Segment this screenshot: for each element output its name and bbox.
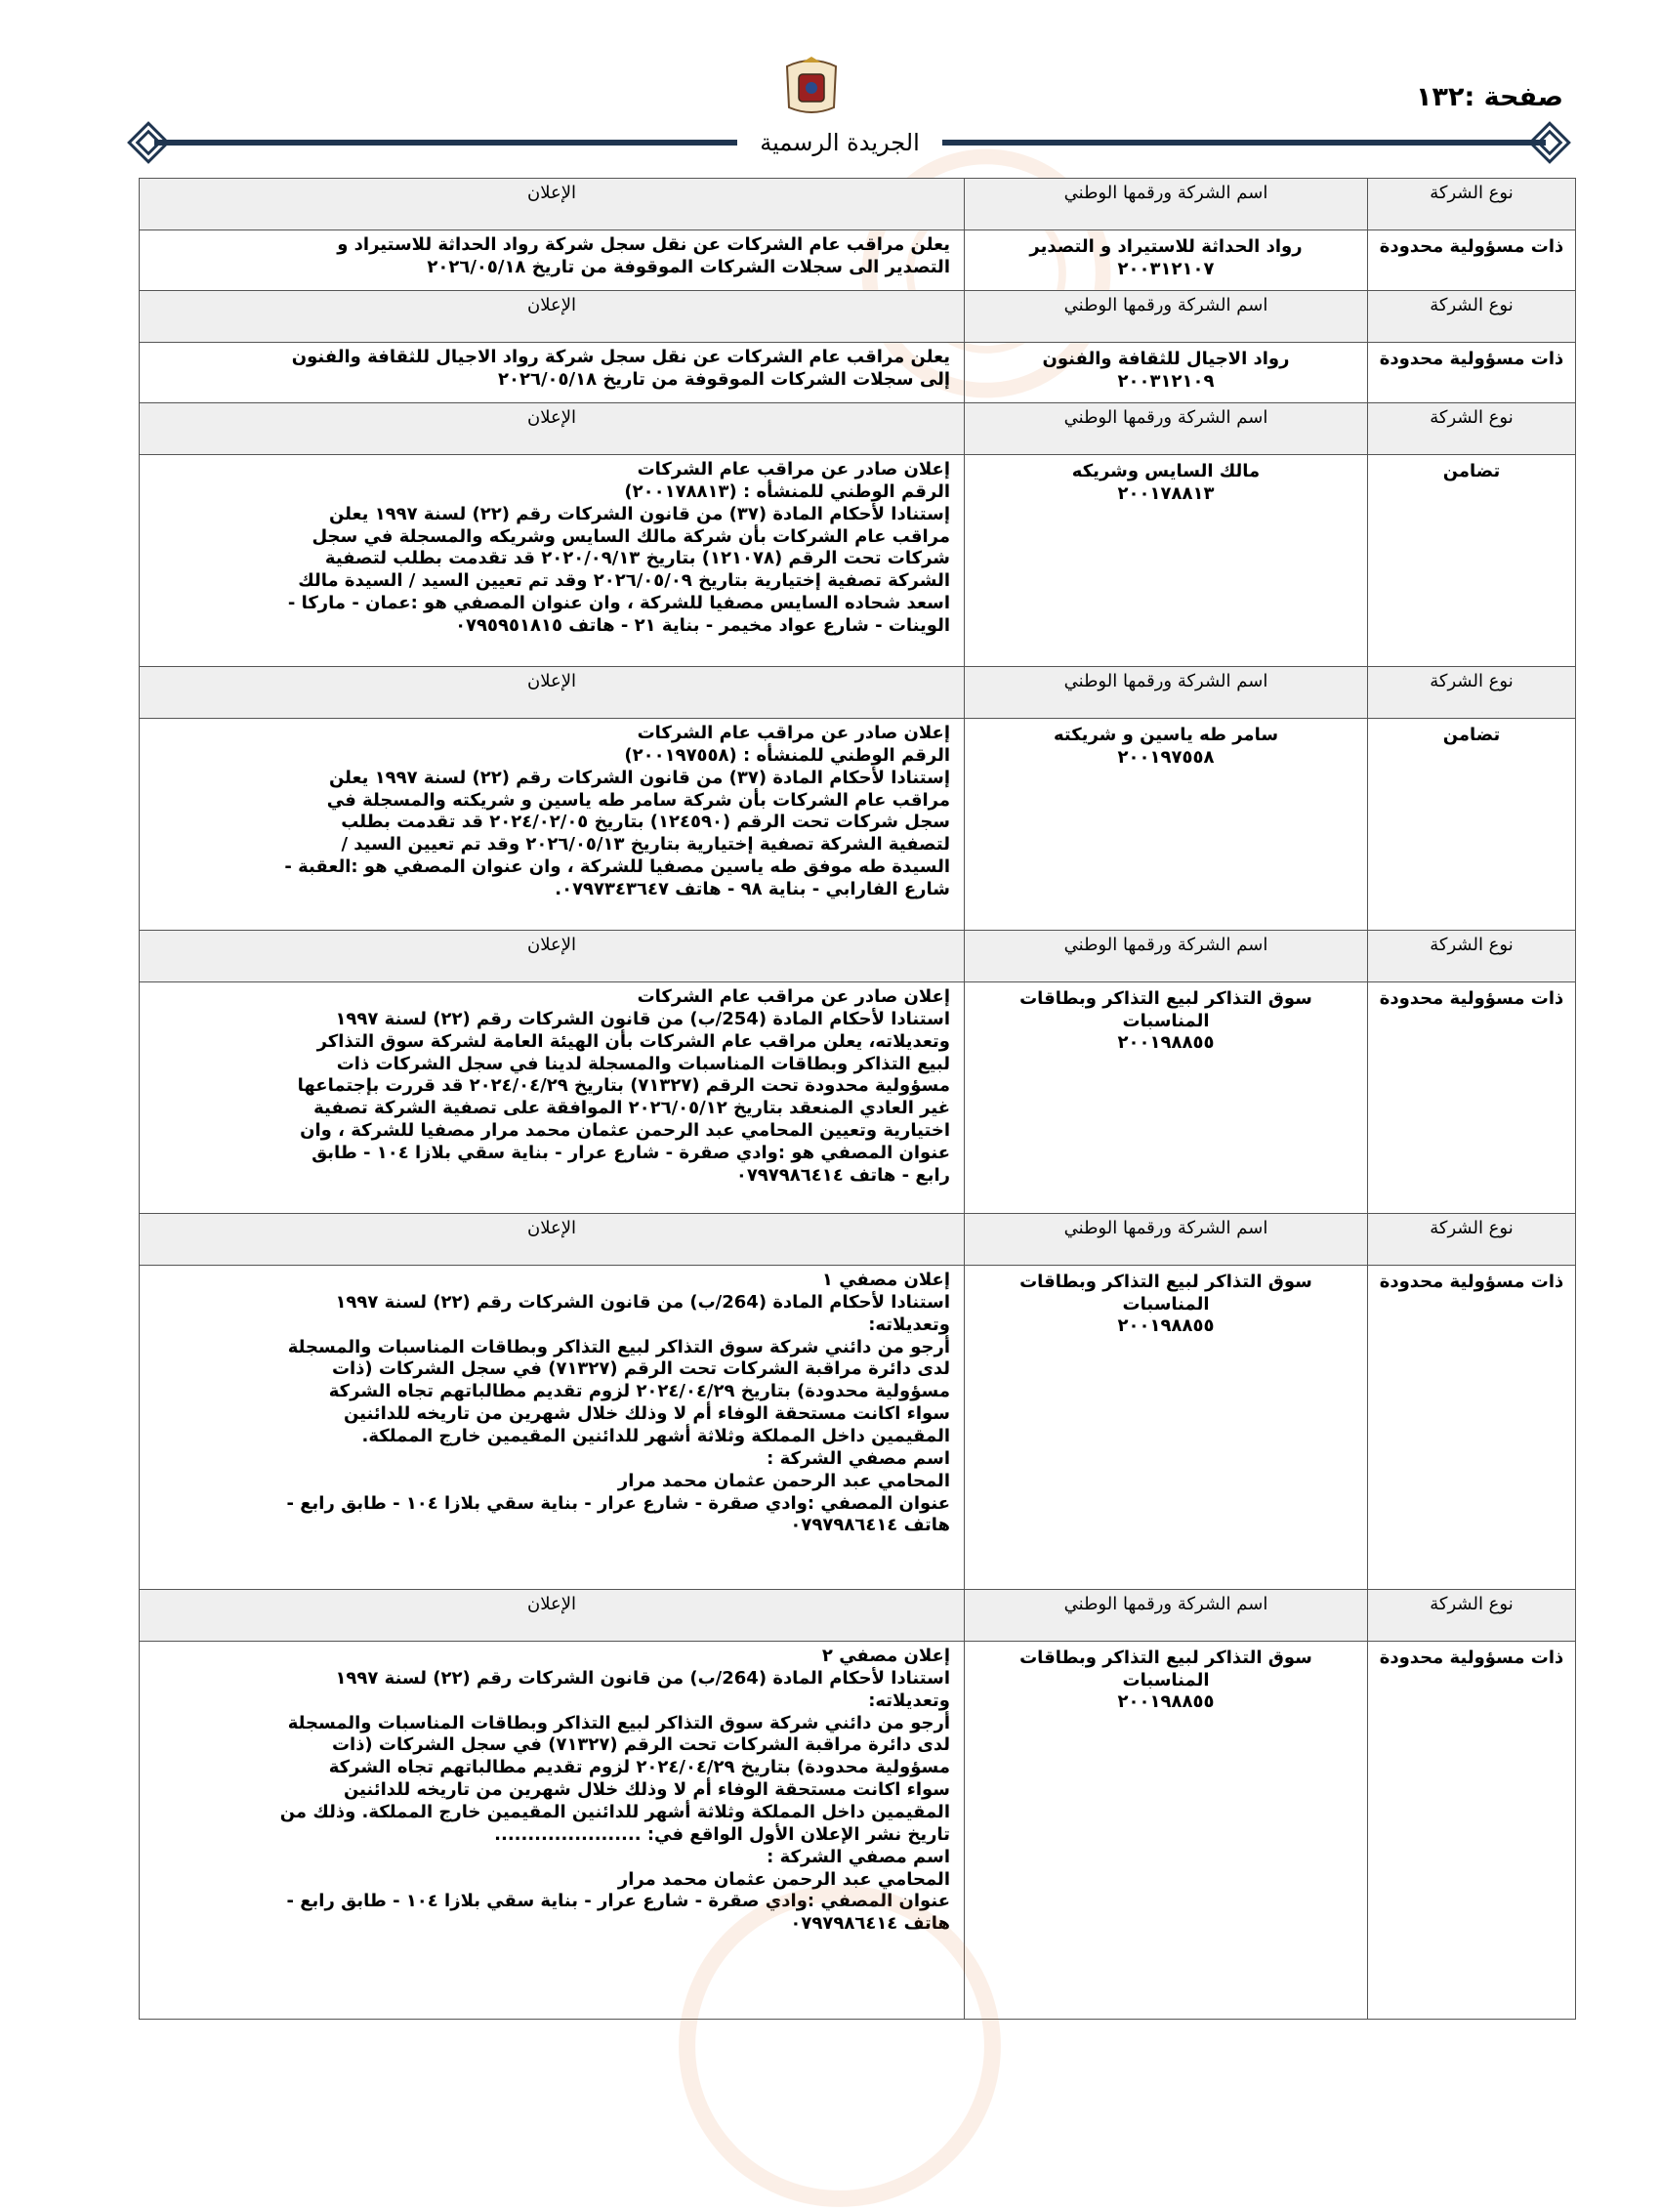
notice-line: إستنادا لأحكام المادة (٣٧) من قانون الشركات رقم (٢٢) لسنة ١٩٩٧ يعلن xyxy=(328,767,950,788)
notice-line: المحامي عبد الرحمن عثمان محمد مرار xyxy=(617,1470,950,1491)
left-ornament-icon xyxy=(125,121,172,164)
announcements-table xyxy=(139,178,1576,2020)
header-company-name: اسم الشركة ورقمها الوطني xyxy=(965,179,1368,230)
notice-line: الرقم الوطني للمنشأه : (٢٠٠١٧٨٨١٣) xyxy=(624,480,950,502)
notice-cell xyxy=(140,719,965,931)
notice-line: سواء اكانت مستحقة الوفاء أم لا وذلك خلال شهرين من تاريخه للدائنين xyxy=(343,1403,950,1425)
notice-line: هاتف ٠٧٩٧٩٨٦٤١٤ xyxy=(790,1913,950,1935)
notice-line: اختيارية وتعيين المحامي عبد الرحمن عثمان محمد مرار مصفيا للشركة ، وان xyxy=(300,1120,950,1142)
notice-line: هاتف ٠٧٩٧٩٨٦٤١٤ xyxy=(790,1515,950,1536)
coat-of-arms-icon xyxy=(777,57,846,117)
table-header-row xyxy=(140,667,1576,719)
notice-line: مراقب عام الشركات بأن شركة سامر طه ياسين و شريكته والمسجلة في xyxy=(326,789,950,811)
national-number: ٢٠٠١٩٧٥٥٨ xyxy=(1117,746,1215,768)
notice-line: وتعديلاته، يعلن مراقب عام الشركات بأن الهيئة العامة لشركة سوق التذاكر xyxy=(316,1030,950,1052)
company-type-cell: تضامن xyxy=(1368,455,1576,667)
header-company-type: نوع الشركة xyxy=(1368,1590,1576,1642)
header-notice: الإعلان xyxy=(140,179,965,230)
table-row xyxy=(140,230,1576,291)
notice-line: إعلان صادر عن مراقب عام الشركات xyxy=(637,459,950,480)
table-row xyxy=(140,343,1576,403)
table-header-row xyxy=(140,291,1576,343)
notice-line: المقيمين داخل المملكة وثلاثة أشهر للدائنين المقيمين خارج المملكة. وذلك من xyxy=(279,1802,950,1823)
header-company-name: اسم الشركة ورقمها الوطني xyxy=(965,1590,1368,1642)
notice-line: يعلن مراقب عام الشركات عن نقل سجل شركة رواد الحداثة للاستيراد و xyxy=(337,234,950,255)
notice-line: لبيع التذاكر وبطاقات المناسبات والمسجلة لدينا في سجل الشركات ذات xyxy=(336,1053,950,1074)
company-name-cell xyxy=(965,343,1368,403)
header-company-name: اسم الشركة ورقمها الوطني xyxy=(965,403,1368,455)
notice-line: إعلان صادر عن مراقب عام الشركات xyxy=(637,986,950,1007)
bottom-watermark-logo xyxy=(674,1880,1006,2212)
right-ornament-icon xyxy=(1526,121,1573,164)
header-company-name: اسم الشركة ورقمها الوطني xyxy=(965,1214,1368,1266)
notice-line: إستنادا لأحكام المادة (٣٧) من قانون الشركات رقم (٢٢) لسنة ١٩٩٧ يعلن xyxy=(328,503,950,524)
notice-line: إعلان صادر عن مراقب عام الشركات xyxy=(637,723,950,743)
notice-line: أرجو من دائني شركة سوق التذاكر لبيع التذاكر وبطاقات المناسبات والمسجلة xyxy=(287,1336,950,1357)
company-name-cell xyxy=(965,982,1368,1214)
notice-line: مسؤولية محدودة) بتاريخ ٢٠٢٤/٠٤/٢٩ لزوم تقديم مطالباتهم تجاه الشركة xyxy=(328,1757,950,1778)
header-company-type: نوع الشركة xyxy=(1368,179,1576,230)
notice-line: لدى دائرة مراقبة الشركات تحت الرقم (٧١٣٢٧) في سجل الشركات (ذات xyxy=(331,1358,950,1380)
notice-line: شركات تحت الرقم (١٢١٠٧٨) بتاريخ ٢٠٢٠/٠٩/١٣ قد تقدمت بطلب لتصفية xyxy=(324,548,950,569)
header-notice: الإعلان xyxy=(140,931,965,982)
table-row xyxy=(140,455,1576,667)
header-company-type: نوع الشركة xyxy=(1368,1214,1576,1266)
company-name-line: المناسبات xyxy=(1122,1669,1210,1690)
notice-line: لدى دائرة مراقبة الشركات تحت الرقم (٧١٣٢٧) في سجل الشركات (ذات xyxy=(331,1734,950,1756)
company-name-line: سوق التذاكر لبيع التذاكر وبطاقات xyxy=(1019,988,1312,1009)
company-name-line: مالك السايس وشريكه xyxy=(1071,461,1261,481)
national-number: ٢٠٠١٩٨٨٥٥ xyxy=(1117,1691,1215,1712)
notice-cell xyxy=(140,982,965,1214)
notice-cell xyxy=(140,1266,965,1590)
notice-line: وتعديلاته: xyxy=(868,1314,950,1335)
header-company-name: اسم الشركة ورقمها الوطني xyxy=(965,291,1368,343)
header-notice: الإعلان xyxy=(140,1590,965,1642)
company-name-line: رواد الحداثة للاستيراد و التصدير xyxy=(1029,236,1303,257)
company-type-cell: تضامن xyxy=(1368,719,1576,931)
header-company-type: نوع الشركة xyxy=(1368,291,1576,343)
company-name-cell xyxy=(965,1642,1368,2020)
page-header xyxy=(0,0,1660,166)
notice-line: اسم مصفي الشركة : xyxy=(767,1447,950,1469)
notice-line: رابع - هاتف ٠٧٩٧٩٨٦٤١٤ xyxy=(735,1164,950,1186)
notice-line: استنادا لأحكام المادة (264/ب) من قانون الشركات رقم (٢٢) لسنة ١٩٩٧ xyxy=(335,1667,950,1689)
gazette-title: الجريدة الرسمية xyxy=(737,129,942,156)
notice-line: استنادا لأحكام المادة (254/ب) من قانون الشركات رقم (٢٢) لسنة ١٩٩٧ xyxy=(335,1008,950,1029)
notice-cell xyxy=(140,455,965,667)
notice-line: الوينات - شارع عواد مخيمر - بناية ٢١ - هاتف ٠٧٩٥٩٥١٨١٥ xyxy=(455,615,950,637)
table-header-row xyxy=(140,1214,1576,1266)
notice-line: السيدة طه موفق طه ياسين مصفيا للشركة ، وان عنوان المصفي هو :العقبة - xyxy=(284,856,950,878)
national-number: ٢٠٠٣١٢١٠٩ xyxy=(1117,370,1215,392)
notice-line: سواء اكانت مستحقة الوفاء أم لا وذلك خلال شهرين من تاريخه للدائنين xyxy=(343,1779,950,1801)
notice-line: مراقب عام الشركات بأن شركة مالك السايس وشريكه والمسجلة في سجل xyxy=(311,525,950,547)
table-row xyxy=(140,719,1576,931)
company-name-line: المناسبات xyxy=(1122,1010,1210,1031)
notice-line: شارع الفارابي - بناية ٩٨ - هاتف ٠٧٩٧٣٤٣٦٤٧. xyxy=(555,879,950,900)
national-number: ٢٠٠١٧٨٨١٣ xyxy=(1117,482,1215,504)
notice-line: سجل شركات تحت الرقم (١٢٤٥٩٠) بتاريخ ٢٠٢٤/٠٢/٠٥ قد تقدمت بطلب xyxy=(341,812,950,833)
notice-line: إلى سجلات الشركات الموقوفة من تاريخ ٢٠٢٦/٠٥/١٨ xyxy=(498,368,950,390)
company-name-line: سوق التذاكر لبيع التذاكر وبطاقات xyxy=(1019,1272,1312,1292)
table-row xyxy=(140,1266,1576,1590)
notice-line: تاريخ نشر الإعلان الأول الواقع في: ...................... xyxy=(494,1823,950,1845)
notice-line: استنادا لأحكام المادة (264/ب) من قانون الشركات رقم (٢٢) لسنة ١٩٩٧ xyxy=(335,1291,950,1313)
company-name-cell xyxy=(965,455,1368,667)
notice-line: إعلان مصفي ١ xyxy=(821,1270,950,1290)
company-name-line: رواد الاجيال للثقافة والفنون xyxy=(1042,349,1290,369)
company-type-cell: ذات مسؤولية محدودة xyxy=(1368,1266,1576,1590)
table-header-row xyxy=(140,1590,1576,1642)
page-number: صفحة :١٣٢ xyxy=(1416,82,1564,112)
notice-line: وتعديلاته: xyxy=(868,1690,950,1711)
notice-line: عنوان المصفي هو :وادي صقرة - شارع عرار - بناية سقي بلازا ١٠٤ - طابق xyxy=(311,1143,950,1164)
notice-line: اسم مصفي الشركة : xyxy=(767,1846,950,1867)
company-name-cell xyxy=(965,719,1368,931)
notice-cell xyxy=(140,230,965,291)
notice-line: عنوان المصفي :وادي صقرة - شارع عرار - بناية سقي بلازا ١٠٤ - طابق رابع - xyxy=(286,1492,950,1514)
header-company-type: نوع الشركة xyxy=(1368,931,1576,982)
national-number: ٢٠٠١٩٨٨٥٥ xyxy=(1117,1032,1215,1053)
header-company-type: نوع الشركة xyxy=(1368,667,1576,719)
national-number: ٢٠٠١٩٨٨٥٥ xyxy=(1117,1315,1215,1336)
notice-line: مسؤولية محدودة) بتاريخ ٢٠٢٤/٠٤/٢٩ لزوم تقديم مطالباتهم تجاه الشركة xyxy=(328,1381,950,1402)
notice-line: التصدير الى سجلات الشركات الموقوفة من تاريخ ٢٠٢٦/٠٥/١٨ xyxy=(427,256,950,277)
notice-line: المحامي عبد الرحمن عثمان محمد مرار xyxy=(617,1868,950,1890)
header-notice: الإعلان xyxy=(140,403,965,455)
notice-line: الرقم الوطني للمنشأه : (٢٠٠١٩٧٥٥٨) xyxy=(624,744,950,766)
notice-line: الشركة تصفية إختيارية بتاريخ ٢٠٢٦/٠٥/٠٩ وقد تم تعيين السيد / السيدة مالك xyxy=(298,570,950,592)
company-name-line: سوق التذاكر لبيع التذاكر وبطاقات xyxy=(1019,1648,1312,1668)
header-notice: الإعلان xyxy=(140,291,965,343)
company-name-line: سامر طه ياسين و شريكته xyxy=(1053,725,1279,745)
notice-line: اسعد شحاده السايس مصفيا للشركة ، وان عنوان المصفي هو :عمان - ماركا - xyxy=(287,593,950,614)
table-header-row xyxy=(140,403,1576,455)
notice-line: المقيمين داخل المملكة وثلاثة أشهر للدائنين المقيمين خارج المملكة. xyxy=(361,1426,950,1447)
notice-line: إعلان مصفي ٢ xyxy=(821,1646,950,1666)
company-type-cell: ذات مسؤولية محدودة xyxy=(1368,982,1576,1214)
header-notice: الإعلان xyxy=(140,1214,965,1266)
company-name-line: المناسبات xyxy=(1122,1293,1210,1315)
notice-line: أرجو من دائني شركة سوق التذاكر لبيع التذاكر وبطاقات المناسبات والمسجلة xyxy=(287,1712,950,1733)
notice-line: غير العادي المنعقد بتاريخ ٢٠٢٦/٠٥/١٢ الموافقة على تصفية الشركة تصفية xyxy=(313,1098,950,1119)
table-header-row xyxy=(140,931,1576,982)
notice-cell xyxy=(140,343,965,403)
table-row xyxy=(140,982,1576,1214)
company-type-cell: ذات مسؤولية محدودة xyxy=(1368,1642,1576,2020)
header-company-name: اسم الشركة ورقمها الوطني xyxy=(965,667,1368,719)
notice-line: مسؤولية محدودة تحت الرقم (٧١٣٢٧) بتاريخ ٢٠٢٤/٠٤/٢٩ قد قررت بإجتماعها xyxy=(297,1075,950,1097)
national-number: ٢٠٠٣١٢١٠٧ xyxy=(1117,258,1215,279)
company-name-cell xyxy=(965,230,1368,291)
notice-line: يعلن مراقب عام الشركات عن نقل سجل شركة رواد الاجيال للثقافة والفنون xyxy=(291,347,950,367)
header-company-type: نوع الشركة xyxy=(1368,403,1576,455)
company-name-cell xyxy=(965,1266,1368,1590)
notice-line: عنوان المصفي :وادي صقرة - شارع عرار - بناية سقي بلازا ١٠٤ - طابق رابع - xyxy=(286,1891,950,1912)
header-company-name: اسم الشركة ورقمها الوطني xyxy=(965,931,1368,982)
table-header-row xyxy=(140,179,1576,230)
header-notice: الإعلان xyxy=(140,667,965,719)
notice-line: لتصفية الشركة تصفية إختيارية بتاريخ ٢٠٢٦/٠٥/١٣ وقد تم تعيين السيد / xyxy=(341,834,950,856)
company-type-cell: ذات مسؤولية محدودة xyxy=(1368,343,1576,403)
company-type-cell: ذات مسؤولية محدودة xyxy=(1368,230,1576,291)
